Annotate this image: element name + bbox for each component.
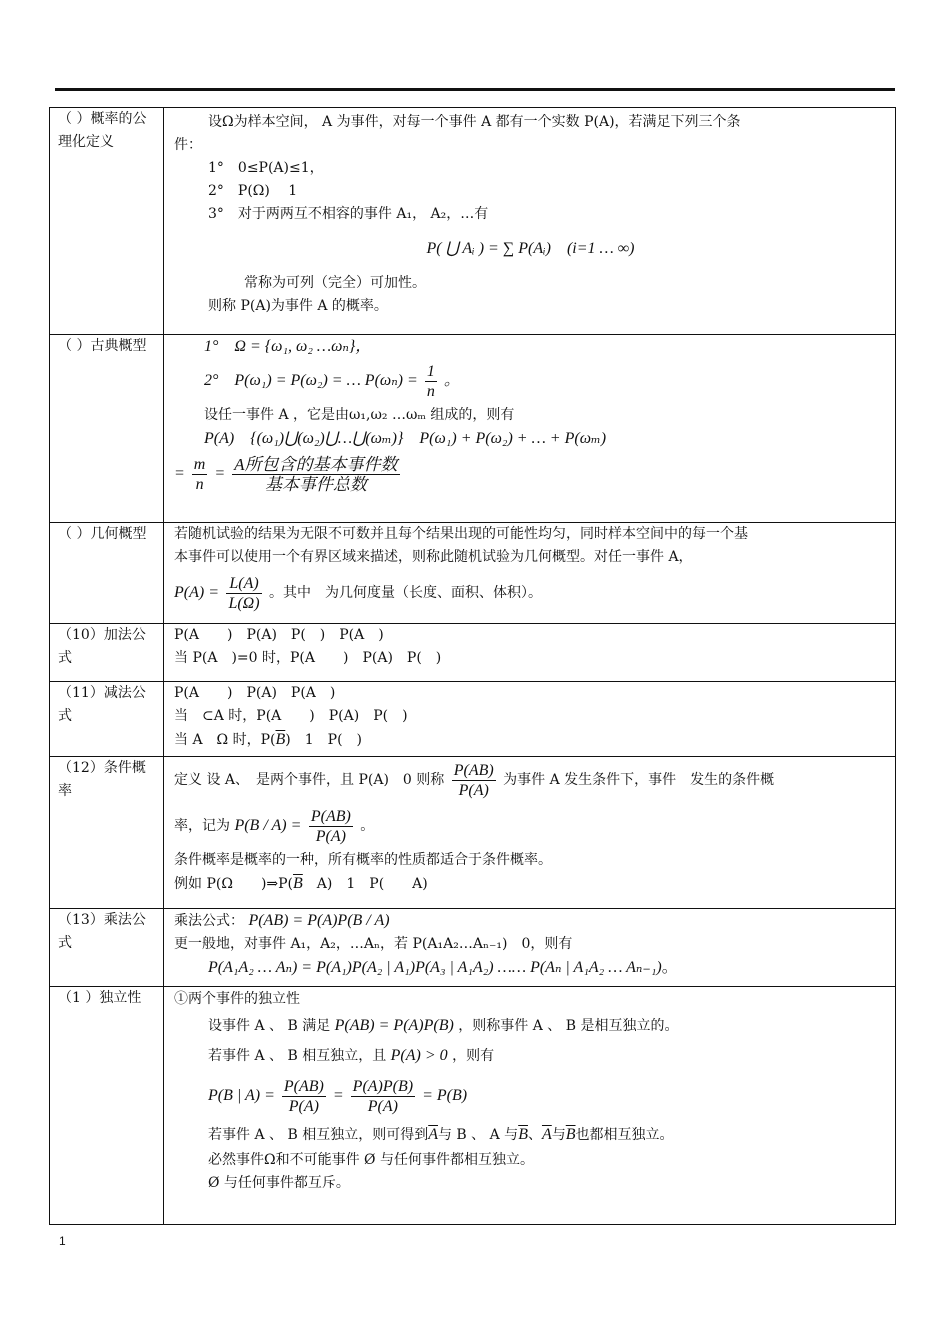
complement-b: $\overline{B}$ [275, 731, 286, 748]
equals: = [214, 465, 226, 482]
fraction [309, 807, 353, 846]
text: 定义 设 A、 是两个事件，且 P(A) 0 则称 [174, 772, 445, 788]
punct: 。 [360, 818, 375, 834]
formula-line [174, 569, 887, 617]
text-line [174, 728, 887, 752]
formula-line [174, 358, 887, 404]
fraction [226, 574, 261, 613]
fraction [282, 1077, 326, 1116]
text-line [174, 872, 887, 896]
numerator: m [193, 455, 206, 473]
text-line: 更一般地，对事件 A₁，A₂，…Aₙ，若 P(A₁A₂…Aₙ₋₁) 0，则有 [174, 936, 573, 952]
fraction [351, 1077, 415, 1116]
text-line: P(A ) P(A) P( ) P(A ) [174, 627, 384, 643]
text-line: 2° P(Ω) 1 [208, 183, 298, 199]
table-row [50, 757, 896, 909]
equals: = [174, 465, 185, 482]
numerator: A所包含的基本事件数 [234, 454, 398, 474]
text: 。其中 为几何度量（长度、面积、体积）。 [269, 585, 543, 601]
equals: = [332, 1087, 344, 1104]
row-label: （ ）概率的公理化定义 [50, 108, 164, 335]
numerator: P(AB) [310, 807, 351, 825]
text-line: 3° 对于两两互不相容的事件 A₁， A₂，…有 [208, 206, 489, 222]
text: 为事件 A 发生条件下，事件 发生的条件概 [503, 772, 775, 788]
text-line [174, 1121, 887, 1149]
row-label: （ ）古典概型 [50, 335, 164, 523]
table-row [50, 909, 896, 987]
formula-line [174, 450, 887, 498]
text-line [174, 909, 887, 933]
formula: P(AB) = P(A)P(B) [334, 1017, 454, 1034]
formula-line [174, 803, 887, 849]
header-rule [55, 88, 895, 91]
text-line: P(A ) P(A) P(A ) [174, 685, 336, 701]
text: 也都相互独立。 [575, 1127, 674, 1143]
denominator: P(A) [315, 827, 346, 845]
text-line: 当 ⊂A 时，P(A ) P(A) P( ) [174, 708, 408, 724]
text-line: 必然事件Ω和不可能事件 Ø 与任何事件都相互独立。 [208, 1152, 534, 1168]
text: 设事件 A 、 B 满足 [208, 1018, 331, 1034]
text-line: 设任一事件 A ，它是由ω₁,ω₂ …ωₘ 组成的，则有 [204, 407, 515, 423]
formula: 2° P(ω₁) = P(ω₂) = … P(ωₙ) = [204, 372, 418, 389]
text: 当 A Ω 时，P( [174, 732, 276, 748]
text: 例如 P(Ω )⇒P( [174, 876, 294, 892]
text-line: 设Ω为样本空间， A 为事件，对每一个事件 A 都有一个实数 P(A)，若满足下列三个条 [208, 114, 741, 130]
text-line: 常称为可列（完全）可加性。 [244, 275, 426, 291]
table-row [50, 682, 896, 757]
text-line: 本事件可以使用一个有界区域来描述，则称此随机试验为几何概型。对任一事件 A， [174, 549, 693, 565]
numerator: P(AB) [283, 1077, 324, 1095]
row-label: （12）条件概率 [50, 757, 164, 909]
row-content [164, 682, 896, 757]
row-label: （11）减法公式 [50, 682, 164, 757]
row-content [164, 108, 896, 335]
punct: 。 [661, 959, 678, 976]
table-row [50, 987, 896, 1225]
text: A) 1 P( A) [302, 876, 428, 892]
formula: P(A) = [174, 584, 219, 601]
row-content [164, 987, 896, 1225]
text: 乘法公式： [174, 913, 244, 929]
table-row [50, 108, 896, 335]
text: ，则有 [452, 1048, 495, 1064]
row-content [164, 335, 896, 523]
fraction [452, 761, 496, 800]
formula: = P(B) [422, 1087, 468, 1104]
denominator: P(A) [458, 781, 489, 799]
text: 若事件 A 、 B 相互独立，且 [208, 1048, 387, 1064]
denominator: n [195, 475, 204, 493]
numerator: P(AB) [453, 761, 494, 779]
table-row [50, 624, 896, 682]
text: 与 B 、 A 与 [437, 1127, 519, 1143]
formula-table [49, 107, 896, 1225]
fraction [232, 455, 399, 494]
denominator: n [426, 382, 435, 400]
fraction [192, 455, 208, 494]
row-label: （ ）几何概型 [50, 523, 164, 624]
complement-a: $\overline{A}$ [541, 1126, 552, 1143]
denominator: P(A) [367, 1097, 398, 1115]
formula: P( ⋃ Aᵢ ) = ∑ P(Aᵢ) (i=1 … ∞) [426, 240, 635, 257]
row-label: （1 ）独立性 [50, 987, 164, 1225]
text: 若事件 A 、 B 相互独立，则可得到 [208, 1127, 429, 1143]
text-line: 条件概率是概率的一种，所有概率的性质都适合于条件概率。 [174, 852, 552, 868]
denominator: 基本事件总数 [264, 474, 367, 494]
fraction [425, 362, 437, 401]
formula: P(A) > 0 [390, 1047, 448, 1064]
formula-line [174, 1071, 887, 1121]
text: 率，记为 [174, 818, 230, 834]
formula: P(A₁A₂ … Aₙ) = P(A₁)P(A₂ | A₁)P(A₃ | A₁A₂) …… P(Aₙ | A₁A₂ … Aₙ₋₁) [208, 959, 662, 976]
denominator: L(Ω) [228, 594, 260, 612]
text-line: Ø 与任何事件都互斥。 [208, 1175, 350, 1191]
numerator: 1 [426, 362, 435, 380]
formula-line [174, 757, 887, 803]
punct: 。 [443, 372, 460, 389]
formula-line [174, 956, 887, 979]
row-content [164, 909, 896, 987]
text-line [174, 1011, 887, 1041]
table-row [50, 335, 896, 523]
row-content [164, 523, 896, 624]
row-content [164, 757, 896, 909]
formula: P(B / A) = [234, 817, 302, 834]
numerator: L(A) [226, 574, 261, 594]
complement-b: $\overline{B}$ [518, 1126, 528, 1143]
text-line: 则称 P(A)为事件 A 的概率。 [208, 298, 388, 314]
text-line: ①两个事件的独立性 [174, 991, 300, 1007]
text: ) 1 P( ) [285, 732, 362, 748]
text: 、 [527, 1127, 542, 1143]
text: ，则称事件 A 、 B 是相互独立的。 [458, 1018, 679, 1034]
page-number: 1 [59, 1234, 66, 1248]
text: 与 [551, 1127, 566, 1143]
text-line [174, 1041, 887, 1071]
text-line: 1° 0≤P(A)≤1， [208, 160, 324, 176]
formula: 1° Ω = {ω₁, ω₂ …ωₙ}， [204, 338, 372, 355]
row-label: （13）乘法公式 [50, 909, 164, 987]
formula: P(A) {(ω₁)⋃(ω₂)⋃…⋃(ωₘ)} P(ω₁) + P(ω₂) + … + P(ωₘ) [204, 430, 607, 447]
text-line: 若随机试验的结果为无限不可数并且每个结果出现的可能性均匀，同时样本空间中的每一个基 [174, 526, 748, 542]
numerator: P(A)P(B) [352, 1077, 414, 1095]
row-label: （10）加法公式 [50, 624, 164, 682]
formula: P(B | A) = [208, 1087, 275, 1104]
text-line: 当 P(A )=0 时，P(A ) P(A) P( ) [174, 650, 442, 666]
table-row [50, 523, 896, 624]
complement-a: $\overline{A}$ [428, 1126, 438, 1143]
denominator: P(A) [288, 1097, 319, 1115]
complement-b: $\overline{B}$ [565, 1126, 576, 1143]
complement-b: $\overline{B}$ [293, 875, 303, 892]
formula: P(AB) = P(A)P(B / A) [248, 912, 390, 929]
text-line: 件： [174, 137, 202, 153]
row-content [164, 624, 896, 682]
